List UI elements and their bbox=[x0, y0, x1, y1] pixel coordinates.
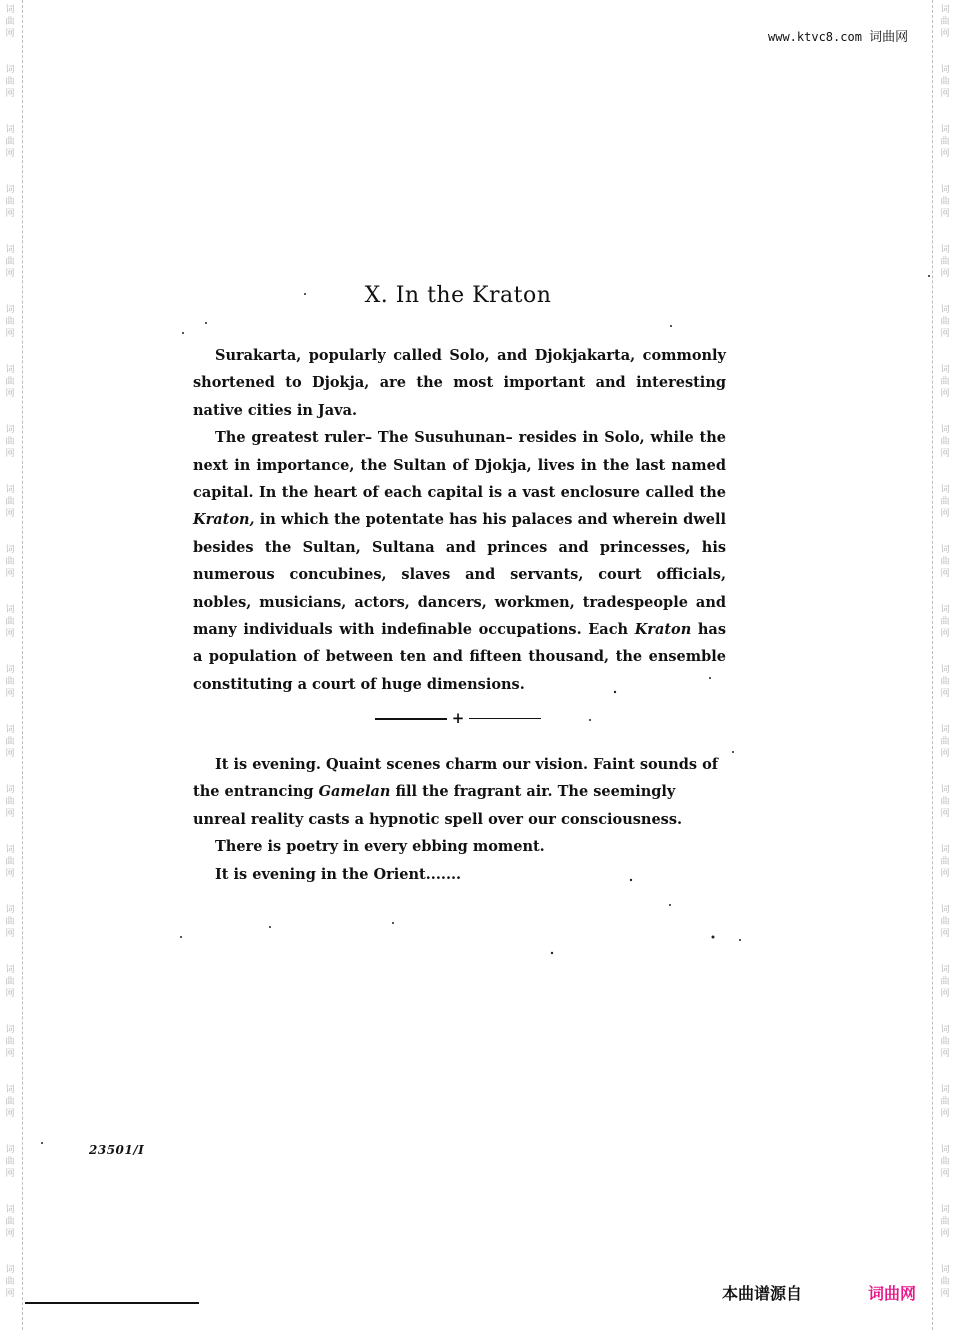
side-watermark-char: 词 bbox=[940, 485, 950, 495]
side-watermark-char: 曲 bbox=[5, 77, 15, 87]
side-watermark-char: 曲 bbox=[5, 557, 15, 567]
side-watermark-char: 网 bbox=[5, 149, 15, 159]
side-watermark-char: 词 bbox=[5, 965, 15, 975]
side-watermark-group bbox=[5, 604, 14, 664]
side-watermark-char: 网 bbox=[940, 1169, 950, 1179]
paragraph-2-part-2: in which the potentate has his palaces and wherein dwell besides the Sultan, Sultana and princes and princesses, his numerous concubines, slaves and servants, court officials, nobles, musicians, actors, dancers, workmen, tradespeople and many individuals with indefinable occupations. Each bbox=[193, 511, 726, 639]
side-watermark-char: 网 bbox=[5, 1169, 15, 1179]
side-watermark-group bbox=[5, 1144, 14, 1204]
divider-ornament: + bbox=[451, 709, 465, 727]
side-watermark-group bbox=[940, 124, 949, 184]
side-watermark-char: 词 bbox=[940, 425, 950, 435]
side-watermark-char: 网 bbox=[5, 389, 15, 399]
side-watermark-char: 网 bbox=[5, 1229, 15, 1239]
side-watermark-char: 曲 bbox=[940, 1277, 950, 1287]
left-watermark-column bbox=[3, 0, 17, 1334]
side-watermark-char: 曲 bbox=[5, 1277, 15, 1287]
side-watermark-char: 曲 bbox=[5, 617, 15, 627]
side-watermark-char: 曲 bbox=[940, 797, 950, 807]
side-watermark-group bbox=[940, 724, 949, 784]
divider-line-right bbox=[469, 718, 541, 719]
side-watermark-group bbox=[5, 904, 14, 964]
side-watermark-group bbox=[5, 184, 14, 244]
side-watermark-char: 曲 bbox=[940, 857, 950, 867]
side-watermark-char: 网 bbox=[5, 269, 15, 279]
side-watermark-char: 曲 bbox=[940, 1037, 950, 1047]
side-watermark-char: 词 bbox=[940, 185, 950, 195]
paragraph-2 bbox=[193, 424, 726, 698]
chapter-title: X. In the Kraton bbox=[364, 283, 552, 308]
evening-text-block bbox=[193, 751, 726, 888]
side-watermark-group bbox=[940, 424, 949, 484]
side-watermark-char: 曲 bbox=[5, 377, 15, 387]
side-watermark-group bbox=[5, 124, 14, 184]
side-watermark-char: 曲 bbox=[5, 1217, 15, 1227]
right-watermark-column bbox=[938, 0, 952, 1334]
side-watermark-group bbox=[940, 904, 949, 964]
side-watermark-char: 网 bbox=[940, 329, 950, 339]
left-border-line bbox=[22, 0, 23, 1330]
watermark-site[interactable] bbox=[768, 26, 908, 45]
side-watermark-char: 网 bbox=[940, 269, 950, 279]
side-watermark-char: 网 bbox=[940, 929, 950, 939]
side-watermark-char: 词 bbox=[940, 605, 950, 615]
intro-text-block bbox=[193, 342, 726, 698]
side-watermark-char: 网 bbox=[5, 89, 15, 99]
side-watermark-char: 网 bbox=[5, 1289, 15, 1299]
side-watermark-char: 词 bbox=[5, 785, 15, 795]
side-watermark-group bbox=[940, 1024, 949, 1084]
side-watermark-group bbox=[5, 4, 14, 64]
side-watermark-group bbox=[5, 784, 14, 844]
watermark-site-name: 词曲网 bbox=[869, 30, 909, 45]
side-watermark-char: 词 bbox=[940, 845, 950, 855]
side-watermark-char: 网 bbox=[5, 209, 15, 219]
side-watermark-char: 曲 bbox=[5, 977, 15, 987]
side-watermark-char: 曲 bbox=[940, 317, 950, 327]
side-watermark-char: 网 bbox=[5, 569, 15, 579]
side-watermark-char: 曲 bbox=[5, 797, 15, 807]
side-watermark-char: 曲 bbox=[940, 1157, 950, 1167]
side-watermark-char: 网 bbox=[5, 749, 15, 759]
side-watermark-char: 曲 bbox=[940, 77, 950, 87]
side-watermark-group bbox=[5, 244, 14, 304]
side-watermark-char: 曲 bbox=[940, 137, 950, 147]
side-watermark-char: 词 bbox=[5, 5, 15, 15]
right-border-line bbox=[932, 0, 933, 1330]
side-watermark-char: 曲 bbox=[5, 1037, 15, 1047]
side-watermark-char: 曲 bbox=[5, 197, 15, 207]
side-watermark-char: 词 bbox=[5, 1265, 15, 1275]
side-watermark-char: 曲 bbox=[940, 677, 950, 687]
side-watermark-char: 网 bbox=[940, 989, 950, 999]
paragraph-2-part-3: has a population of between ten and fifteen thousand, the ensemble constituting a court of huge dimensions. bbox=[193, 621, 726, 693]
side-watermark-char: 网 bbox=[940, 89, 950, 99]
side-watermark-char: 曲 bbox=[940, 917, 950, 927]
side-watermark-char: 网 bbox=[940, 1109, 950, 1119]
side-watermark-group bbox=[940, 964, 949, 1024]
side-watermark-char: 曲 bbox=[5, 437, 15, 447]
paragraph-2-part-1: The greatest ruler– The Susuhunan– resides in Solo, while the next in importance, the Sultan of Djokja, lives in the last named capital. In the heart of each capital is a vast enclosure called the bbox=[193, 429, 726, 502]
side-watermark-char: 曲 bbox=[5, 917, 15, 927]
side-watermark-char: 词 bbox=[5, 725, 15, 735]
side-watermark-char: 词 bbox=[940, 1025, 950, 1035]
side-watermark-char: 词 bbox=[940, 245, 950, 255]
side-watermark-char: 网 bbox=[5, 329, 15, 339]
side-watermark-char: 词 bbox=[940, 5, 950, 15]
side-watermark-char: 词 bbox=[940, 1085, 950, 1095]
side-watermark-group bbox=[5, 484, 14, 544]
divider-line-left bbox=[375, 718, 447, 720]
side-watermark-char: 网 bbox=[940, 149, 950, 159]
side-watermark-group bbox=[5, 1264, 14, 1324]
side-watermark-char: 网 bbox=[5, 809, 15, 819]
paragraph-3-part-1: It is evening. Quaint scenes charm our vision. Faint sounds of the entrancing bbox=[193, 756, 718, 801]
side-watermark-char: 网 bbox=[940, 389, 950, 399]
side-watermark-char: 词 bbox=[5, 485, 15, 495]
side-watermark-char: 词 bbox=[940, 785, 950, 795]
side-watermark-char: 词 bbox=[5, 665, 15, 675]
side-watermark-char: 词 bbox=[940, 665, 950, 675]
side-watermark-group bbox=[940, 604, 949, 664]
side-watermark-char: 网 bbox=[5, 629, 15, 639]
side-watermark-char: 网 bbox=[940, 569, 950, 579]
side-watermark-group bbox=[5, 1204, 14, 1264]
side-watermark-char: 词 bbox=[5, 125, 15, 135]
side-watermark-char: 网 bbox=[5, 869, 15, 879]
side-watermark-char: 曲 bbox=[940, 1097, 950, 1107]
side-watermark-char: 词 bbox=[940, 365, 950, 375]
paragraph-3 bbox=[193, 751, 726, 833]
side-watermark-group bbox=[5, 964, 14, 1024]
side-watermark-char: 词 bbox=[940, 305, 950, 315]
side-watermark-group bbox=[5, 724, 14, 784]
side-watermark-char: 曲 bbox=[940, 497, 950, 507]
side-watermark-char: 词 bbox=[5, 1145, 15, 1155]
side-watermark-char: 网 bbox=[940, 869, 950, 879]
side-watermark-group bbox=[940, 304, 949, 364]
side-watermark-char: 词 bbox=[5, 1025, 15, 1035]
gamelan-term: Gamelan bbox=[318, 783, 391, 801]
side-watermark-char: 词 bbox=[5, 425, 15, 435]
paragraph-1: Surakarta, popularly called Solo, and Djokjakarta, commonly shortened to Djokja, are the most important and interesting native cities in Java. bbox=[193, 347, 726, 419]
side-watermark-group bbox=[940, 364, 949, 424]
side-watermark-group bbox=[5, 1084, 14, 1144]
side-watermark-char: 网 bbox=[940, 809, 950, 819]
side-watermark-char: 词 bbox=[940, 725, 950, 735]
side-watermark-group bbox=[940, 184, 949, 244]
side-watermark-group bbox=[940, 1204, 949, 1264]
side-watermark-char: 词 bbox=[940, 1205, 950, 1215]
bottom-rule bbox=[25, 1302, 199, 1304]
side-watermark-char: 网 bbox=[940, 29, 950, 39]
side-watermark-char: 词 bbox=[5, 305, 15, 315]
side-watermark-char: 网 bbox=[940, 689, 950, 699]
side-watermark-char: 网 bbox=[5, 509, 15, 519]
side-watermark-char: 词 bbox=[940, 1265, 950, 1275]
kraton-term: Kraton, bbox=[193, 511, 255, 529]
side-watermark-char: 词 bbox=[5, 245, 15, 255]
side-watermark-group bbox=[940, 784, 949, 844]
side-watermark-char: 曲 bbox=[940, 377, 950, 387]
side-watermark-char: 词 bbox=[5, 1085, 15, 1095]
side-watermark-char: 词 bbox=[5, 905, 15, 915]
side-watermark-char: 曲 bbox=[940, 257, 950, 267]
side-watermark-char: 曲 bbox=[5, 137, 15, 147]
side-watermark-group bbox=[940, 4, 949, 64]
side-watermark-char: 网 bbox=[940, 509, 950, 519]
side-watermark-group bbox=[940, 1264, 949, 1324]
side-watermark-char: 词 bbox=[5, 605, 15, 615]
side-watermark-char: 词 bbox=[940, 125, 950, 135]
side-watermark-char: 词 bbox=[940, 905, 950, 915]
side-watermark-char: 曲 bbox=[940, 17, 950, 27]
side-watermark-char: 词 bbox=[940, 965, 950, 975]
side-watermark-group bbox=[940, 844, 949, 904]
side-watermark-char: 曲 bbox=[940, 1217, 950, 1227]
side-watermark-group bbox=[5, 64, 14, 124]
side-watermark-char: 曲 bbox=[5, 1157, 15, 1167]
side-watermark-char: 曲 bbox=[940, 617, 950, 627]
side-watermark-group bbox=[5, 664, 14, 724]
side-watermark-char: 曲 bbox=[940, 557, 950, 567]
side-watermark-group bbox=[5, 544, 14, 604]
side-watermark-char: 网 bbox=[940, 1229, 950, 1239]
side-watermark-char: 词 bbox=[5, 365, 15, 375]
side-watermark-char: 词 bbox=[940, 545, 950, 555]
footer-brand-link[interactable]: 词曲网 bbox=[868, 1284, 917, 1303]
side-watermark-group bbox=[940, 1144, 949, 1204]
side-watermark-char: 曲 bbox=[5, 317, 15, 327]
side-watermark-char: 词 bbox=[5, 1205, 15, 1215]
side-watermark-char: 曲 bbox=[5, 497, 15, 507]
side-watermark-char: 网 bbox=[5, 1109, 15, 1119]
side-watermark-group bbox=[940, 484, 949, 544]
side-watermark-group bbox=[940, 1084, 949, 1144]
side-watermark-char: 网 bbox=[940, 629, 950, 639]
side-watermark-char: 网 bbox=[5, 1049, 15, 1059]
side-watermark-group bbox=[5, 424, 14, 484]
side-watermark-char: 曲 bbox=[940, 737, 950, 747]
side-watermark-group bbox=[5, 304, 14, 364]
side-watermark-char: 词 bbox=[5, 65, 15, 75]
section-divider bbox=[375, 709, 541, 727]
side-watermark-char: 词 bbox=[940, 1145, 950, 1155]
side-watermark-char: 词 bbox=[5, 545, 15, 555]
side-watermark-char: 曲 bbox=[5, 1097, 15, 1107]
side-watermark-group bbox=[5, 364, 14, 424]
side-watermark-char: 词 bbox=[5, 185, 15, 195]
side-watermark-char: 曲 bbox=[5, 677, 15, 687]
side-watermark-group bbox=[940, 244, 949, 304]
plate-number: 23501/I bbox=[89, 1143, 145, 1157]
side-watermark-group bbox=[940, 664, 949, 724]
side-watermark-char: 曲 bbox=[5, 17, 15, 27]
side-watermark-char: 网 bbox=[5, 29, 15, 39]
side-watermark-group bbox=[940, 64, 949, 124]
side-watermark-char: 网 bbox=[940, 1049, 950, 1059]
paragraph-3-part-2: fill the fragrant air. The seemingly unreal reality casts a hypnotic spell over our consciousness. bbox=[193, 783, 683, 828]
side-watermark-char: 曲 bbox=[5, 257, 15, 267]
side-watermark-char: 网 bbox=[940, 1289, 950, 1299]
side-watermark-char: 曲 bbox=[940, 977, 950, 987]
paragraph-4: There is poetry in every ebbing moment. bbox=[215, 838, 545, 856]
side-watermark-char: 曲 bbox=[940, 437, 950, 447]
side-watermark-char: 词 bbox=[5, 845, 15, 855]
side-watermark-char: 词 bbox=[940, 65, 950, 75]
side-watermark-char: 网 bbox=[5, 929, 15, 939]
side-watermark-char: 网 bbox=[940, 449, 950, 459]
side-watermark-char: 曲 bbox=[940, 197, 950, 207]
side-watermark-group bbox=[5, 1024, 14, 1084]
side-watermark-char: 曲 bbox=[5, 857, 15, 867]
side-watermark-char: 网 bbox=[5, 449, 15, 459]
watermark-url: www.ktvc8.com bbox=[768, 30, 862, 44]
side-watermark-group bbox=[5, 844, 14, 904]
side-watermark-char: 网 bbox=[5, 989, 15, 999]
footer-source-label: 本曲谱源自 bbox=[722, 1284, 803, 1303]
paragraph-5: It is evening in the Orient....... bbox=[215, 865, 462, 883]
kraton-term-2: Kraton bbox=[634, 621, 692, 639]
side-watermark-char: 网 bbox=[940, 209, 950, 219]
side-watermark-char: 网 bbox=[940, 749, 950, 759]
side-watermark-char: 曲 bbox=[5, 737, 15, 747]
side-watermark-char: 网 bbox=[5, 689, 15, 699]
side-watermark-group bbox=[940, 544, 949, 604]
